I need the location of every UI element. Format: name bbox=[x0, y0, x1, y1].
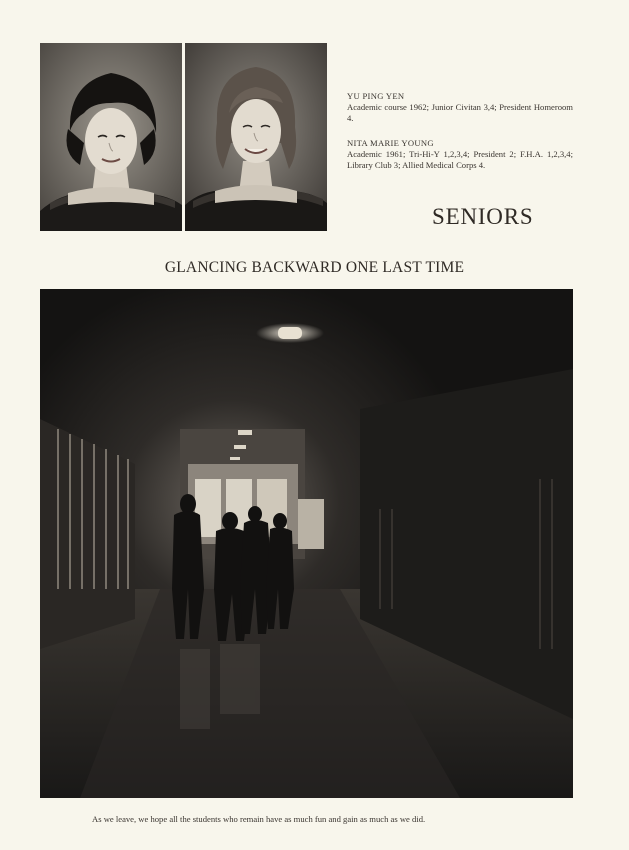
senior-bio bbox=[347, 138, 573, 171]
senior-name: NITA MARIE YOUNG bbox=[347, 138, 434, 148]
senior-activities: Academic 1961; Tri-Hi-Y 1,2,3,4; President 2; F.H.A. 1,2,3,4; Library Club 3; Allied Medical Corps 4. bbox=[347, 149, 573, 170]
senior-activities: Academic course 1962; Junior Civitan 3,4; President Homeroom 4. bbox=[347, 102, 573, 123]
portrait-yu-ping-yen bbox=[40, 43, 182, 231]
section-title: SENIORS bbox=[432, 204, 534, 229]
portrait-nita-marie-young bbox=[185, 43, 327, 231]
photo-caption: As we leave, we hope all the students who remain have as much fun and gain as much as we did. bbox=[92, 814, 426, 824]
senior-bio bbox=[347, 91, 573, 124]
senior-name: YU PING YEN bbox=[347, 91, 405, 101]
photo-heading: GLANCING BACKWARD ONE LAST TIME bbox=[164, 259, 465, 276]
hallway-photo bbox=[40, 289, 573, 798]
